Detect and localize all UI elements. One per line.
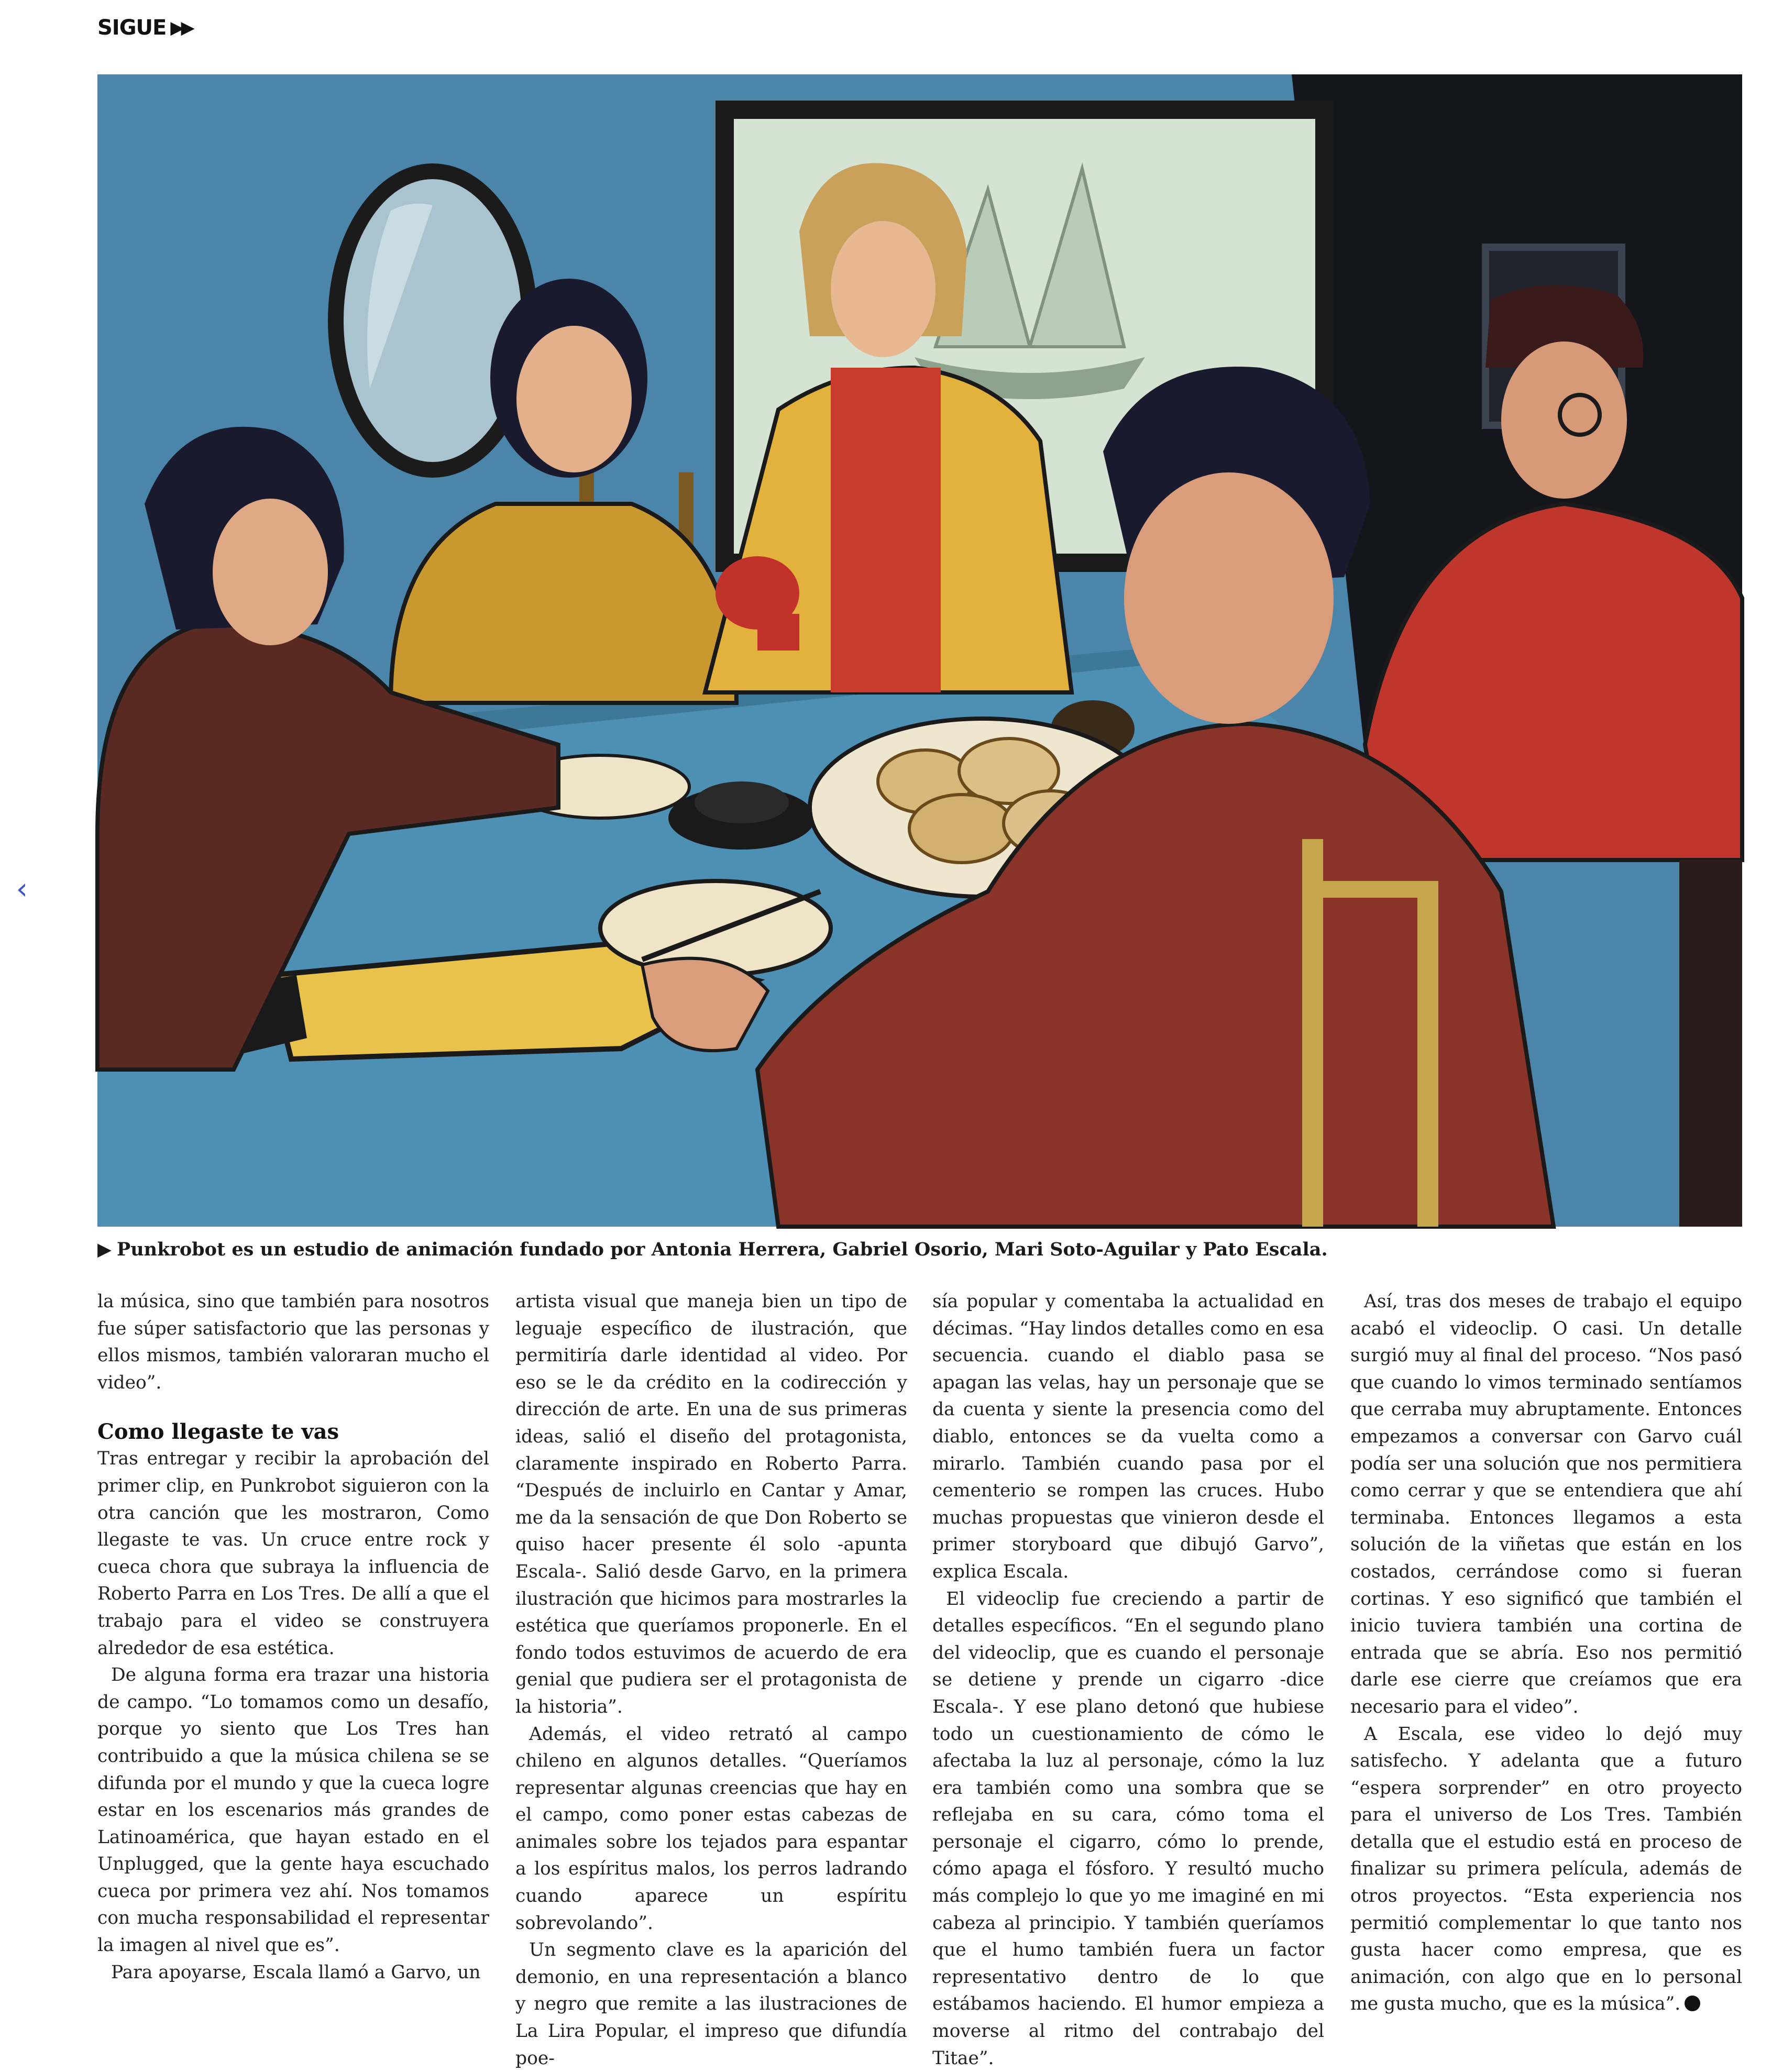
section-header (97, 16, 192, 40)
caption-marker-icon: ▶ (97, 1239, 112, 1260)
paragraph: artista visual que maneja bien un tipo de leguaje específico de ilustración, que permitiría darle identidad al video. Por eso se le da crédito en la codirección y dirección de arte. En una de sus primeras ideas, salió el diseño del protagonista, claramente inspirado en Roberto Parra. “Después de incluirlo en Cantar y Amar, me da la sensación de que Don Roberto se quiso hacer presente él solo -apunta Escala-. Salió desde Garvo, en la primera ilustración que hicimos para mostrarles la estética que queríamos proponerle. En el fondo todos estuvimos de acuerdo de era genial que pudiera ser el protagonista de la historia”. (515, 1291, 907, 1717)
paragraph: sía popular y comentaba la actualidad en décimas. “Hay lindos detalles como en esa secuencia. cuando el diablo pasa se apagan las velas, hay un personaje que se da cuenta y siente la presencia como del diablo, entonces se da vuelta como a mirarlo. También cuando pasa por el cementerio se rompen las cruces. Hubo muchas propuestas que vinieron desde el primer storyboard que dibujó Garvo”, explica Escala. (932, 1291, 1324, 1582)
illustration (97, 74, 1742, 1227)
paragraph: la música, sino que también para nosotros fue súper satisfactorio que las personas y ellos mismos, también valoraran mucho el video”. (97, 1291, 489, 1393)
band-table-illustration (97, 74, 1742, 1227)
paragraph-text: A Escala, ese video lo dejó muy satisfecho. Y adelanta que a futuro “espera sorprender” en otro proyecto para el universo de Los Tres. También detalla que el estudio está en proceso de finalizar su primera película, además de otros proyectos. “Esta experiencia nos permitió complementar lo que tanto nos gusta hacer como empresa, que es animación, con algo que en lo personal me gusta mucho, que es la música”. (1350, 1723, 1742, 2015)
article-column-2 (515, 1288, 907, 2069)
article-column-3 (932, 1288, 1324, 2069)
paragraph: Un segmento clave es la aparición del demonio, en una representación a blanco y negro que remite a las ilustraciones de La Lira Popular, el impreso que difundía poe- (515, 1939, 907, 2069)
article-column-4 (1350, 1288, 1742, 2016)
end-of-article-icon (1685, 1996, 1700, 2011)
previous-page-arrow-icon[interactable]: ‹ (16, 872, 28, 906)
article-column-1 (97, 1288, 489, 2016)
paragraph: Para apoyarse, Escala llamó a Garvo, un (111, 1961, 481, 1983)
forward-arrows-icon: ▶▶ (170, 17, 192, 38)
figure-caption (97, 1234, 1742, 1265)
paragraph: De alguna forma era trazar una historia de campo. “Lo tomamos como un desafío, porque yo siento que Los Tres han contribuido a que la música chilena se se difunda por el mundo y que la cueca logre estar en los escenarios más grandes de Latinoamérica, que hayan estado en el Unplugged, que la gente haya escuchado cueca por primera vez ahí. Nos tomamos con mucha responsabilidad el representar la imagen al nivel que es”. (97, 1665, 489, 1956)
paragraph (1350, 1721, 1742, 2019)
section-heading: Como llegaste te vas (97, 1419, 339, 1445)
paragraph: Además, el video retrató al campo chileno en algunos detalles. “Queríamos representar algunas creencias que hay en el campo, como poner estas cabezas de animales sobre los tejados para espantar a los espíritus malos, los perros ladrando cuando aparece un espíritu sobrevolando”. (515, 1723, 907, 1934)
paragraph: Así, tras dos meses de trabajo el equipo acabó el videoclip. O casi. Un detalle surgió muy al final del proceso. “Nos pasó que cuando lo vimos terminado sentíamos que cerraba muy abruptamente. Entonces empezamos a conversar con Garvo cuál podía ser una solución que nos permitiera como cerrar y que se entendiera que ahí terminaba. Entonces llegamos a esta solución de la viñetas que están en los costados, cerrándose como si fueran cortinas. Y eso significó que también el inicio tuviera también una cortina de entrada que se abría. Eso nos permitió darle ese cierre que creíamos que era necesario para el video”. (1350, 1291, 1742, 1717)
sigue-label: SIGUE (97, 16, 167, 40)
paragraph: Tras entregar y recibir la aprobación del primer clip, en Punkrobot siguieron con la otra canción que les mostraron, Como llegaste te vas. Un cruce entre rock y cueca chora que subraya la influencia de Roberto Parra en Los Tres. De allí a que el trabajo para el video se construyera alrededor de esa estética. (97, 1448, 489, 1659)
caption-text: Punkrobot es un estudio de animación fundado por Antonia Herrera, Gabriel Osorio, Mari Soto-Aguilar y Pato Escala. (116, 1239, 1328, 1260)
paragraph: El videoclip fue creciendo a partir de detalles específicos. “En el segundo plano del videoclip, que es cuando el personaje se detiene y prende un cigarro -dice Escala-. Y ese plano detonó que hubiese todo un cuestionamiento de cómo le afectaba la luz al personaje, cómo la luz era también como una sombra que se reflejaba en su cara, cómo toma el personaje el cigarro, cómo lo prende, cómo apaga el fósforo. Y resultó mucho más complejo lo que yo me imaginé en mi cabeza al principio. Y también queríamos que el humo también fuera un factor representativo dentro de lo que estábamos haciendo. El humor empieza a moverse al ritmo del contrabajo del Titae”. (932, 1588, 1324, 2069)
